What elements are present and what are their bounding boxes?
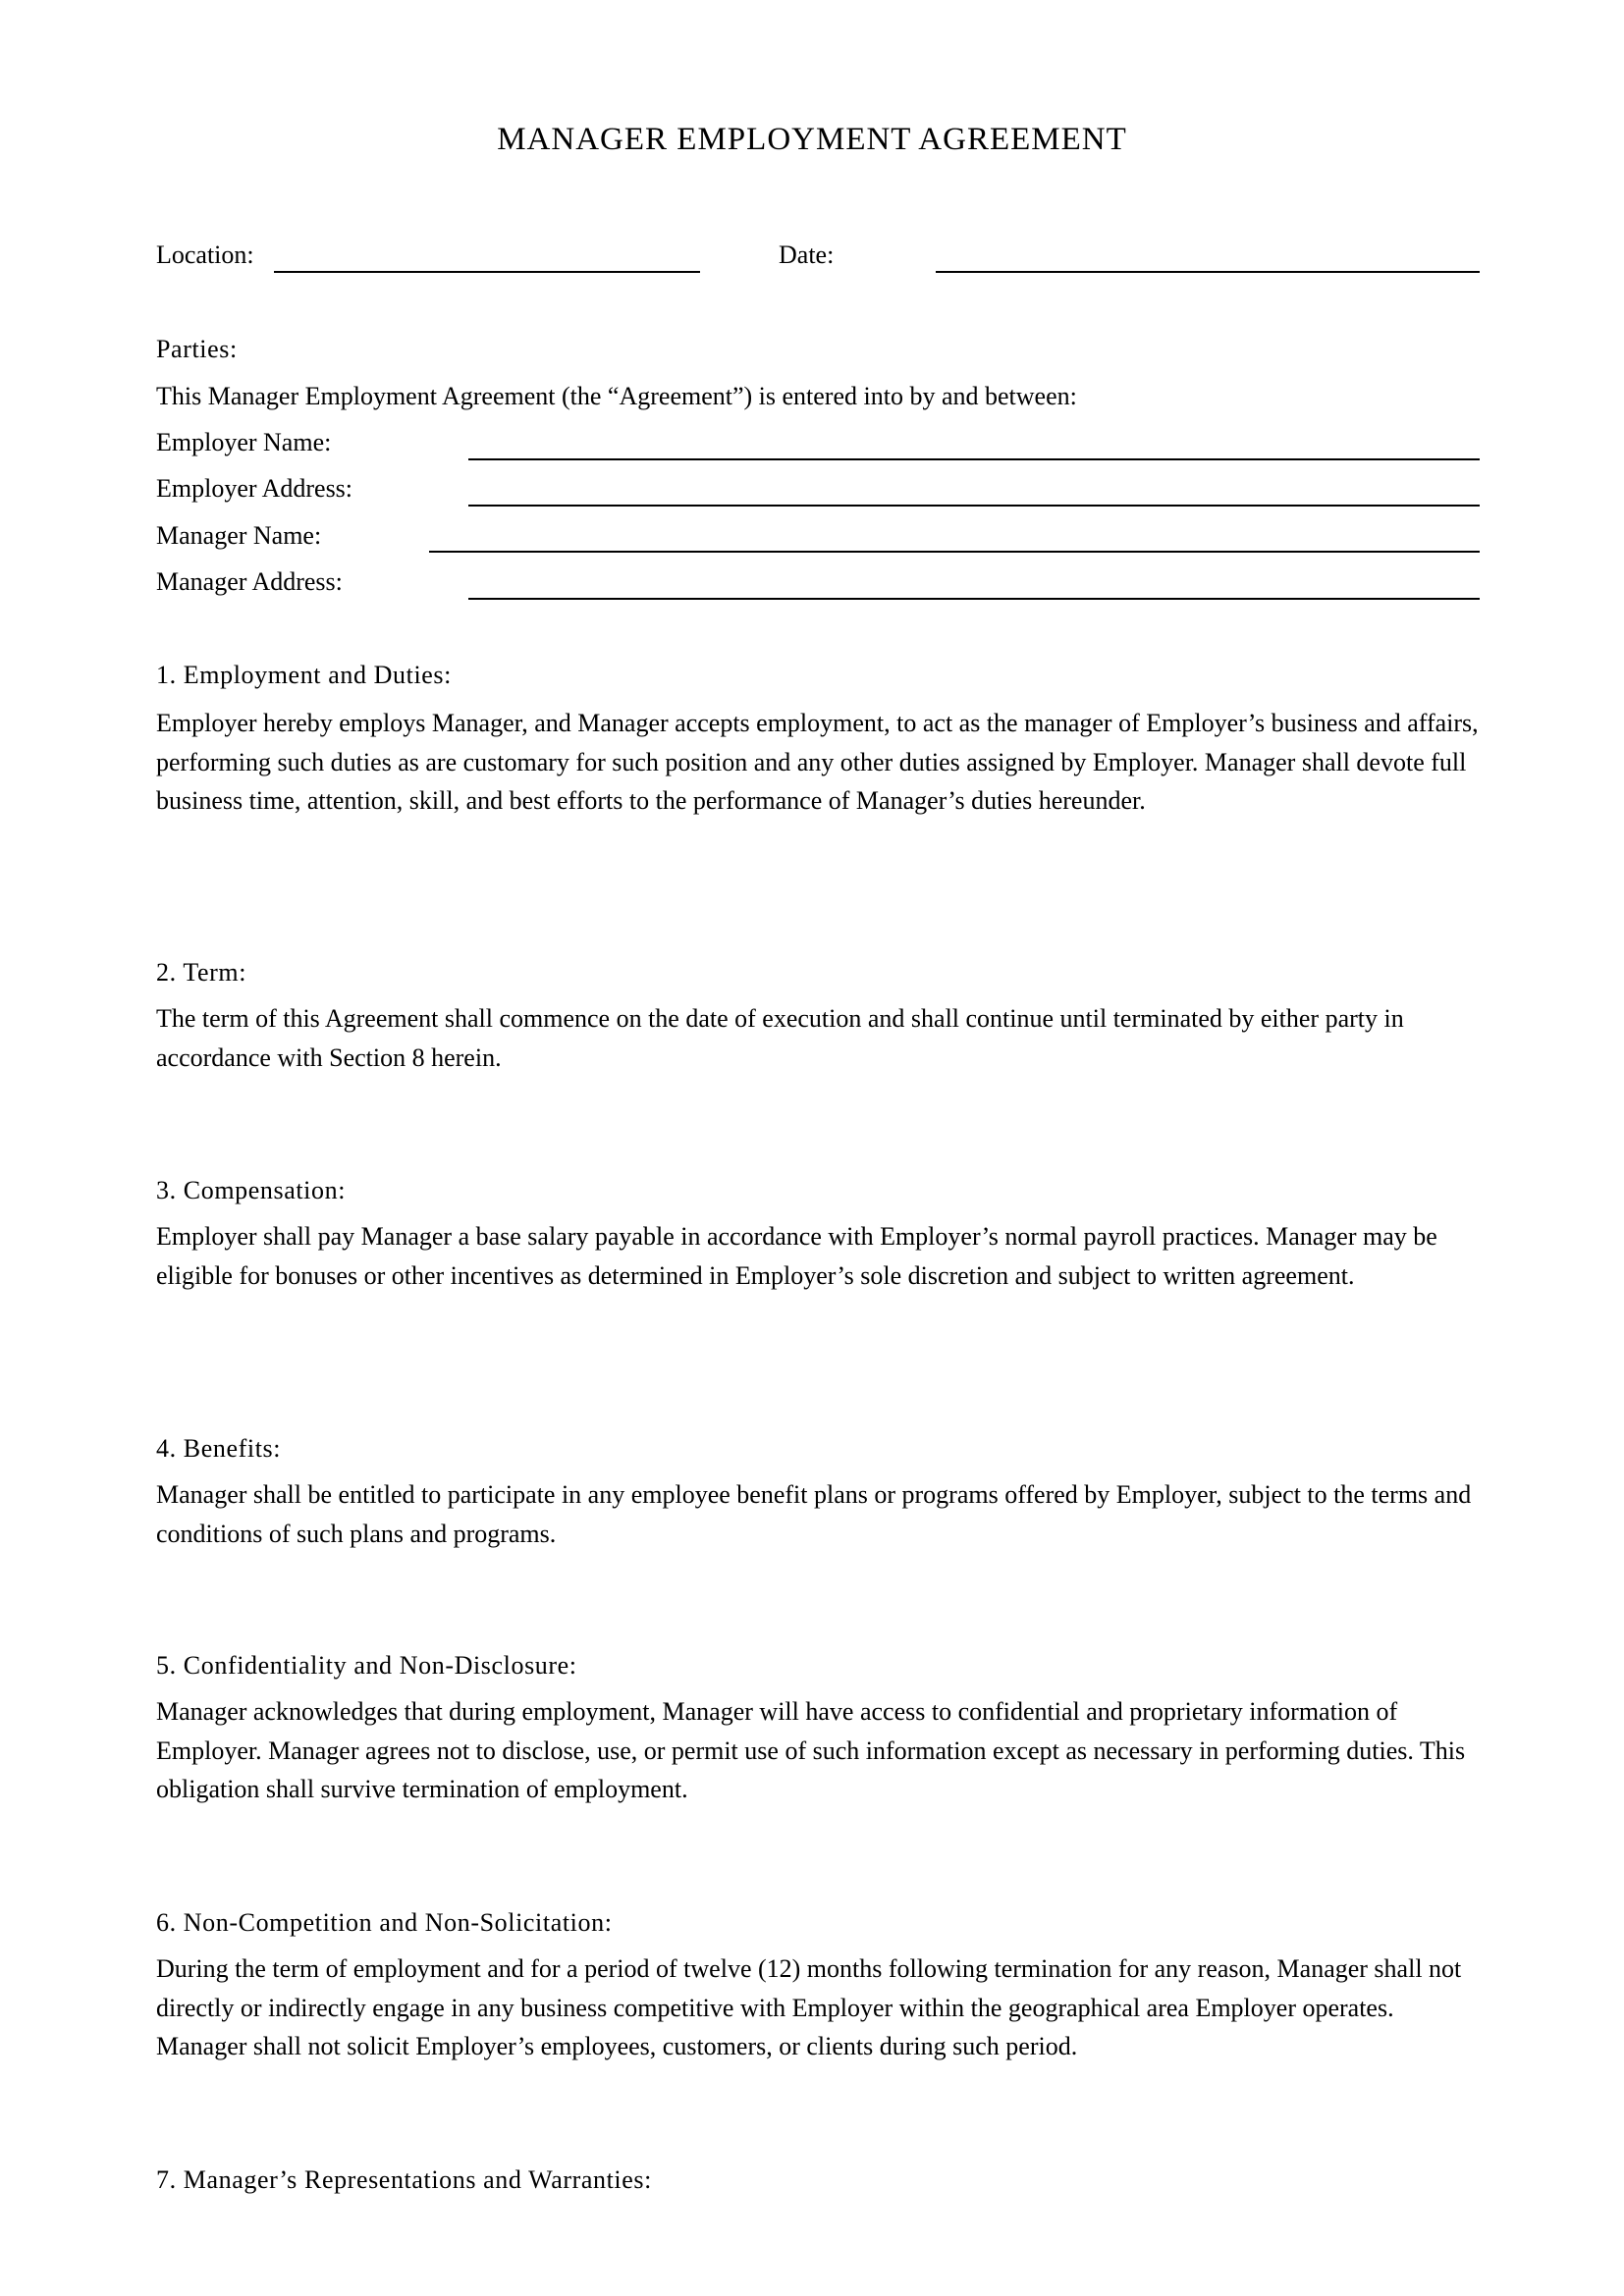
employer-name-field[interactable] [468,458,1480,460]
section-heading: 1. Employment and Duties: [156,661,452,689]
section-heading: 3. Compensation: [156,1176,347,1204]
location-field[interactable] [274,271,700,273]
parties-heading: Parties: [156,335,238,363]
section-body: The term of this Agreement shall commence on the date of execution and shall continue until terminated by either party in accordance with Section 8 herein. [156,1004,1404,1072]
manager-address-label: Manager Address: [156,567,343,596]
section-heading: 4. Benefits: [156,1434,282,1463]
section-heading: 2. Term: [156,958,247,987]
employer-address-label: Employer Address: [156,474,353,503]
section-body: Manager shall be entitled to participate in any employee benefit plans or programs offered by Employer, subject to the terms and conditions of such plans and programs. [156,1480,1472,1548]
section-heading: 7. Manager’s Representations and Warranties: [156,2165,652,2194]
manager-address-field[interactable] [468,598,1480,600]
document-title: MANAGER EMPLOYMENT AGREEMENT [497,122,1127,157]
employer-name-label: Employer Name: [156,428,332,456]
section-body: Manager acknowledges that during employment, Manager will have access to confidential and proprietary information of Employer. Manager agrees not to disclose, use, or permit use of such information except as necessary in performing duties. This obligation shall survive termination of employment. [156,1697,1466,1803]
section-body: Employer shall pay Manager a base salary payable in accordance with Employer’s normal payroll practices. Manager may be eligible for bonuses or other incentives as determined in Employer’s sole discretion and subject to written agreement. [156,1222,1437,1290]
parties-intro: This Manager Employment Agreement (the “Agreement”) is entered into by and between: [156,382,1077,410]
section-body: During the term of employment and for a period of twelve (12) months following termination for any reason, Manager shall not directly or indirectly engage in any business competitive with Employer within the geographical area Employer operates. Manager shall not solicit Employer’s employees, customers, or clients during such period. [156,1954,1462,2060]
location-label: Location: [156,240,254,269]
date-field[interactable] [936,271,1480,273]
section-heading: 6. Non-Competition and Non-Solicitation: [156,1908,613,1937]
section-body: Employer hereby employs Manager, and Manager accepts employment, to act as the manager of Employer’s business and affairs, performing such duties as are customary for such position and any other duties assigned by Employer. Manager shall devote full business time, attention, skill, and best efforts to the performance of Manager’s duties hereunder. [156,709,1479,815]
section-heading: 5. Confidentiality and Non-Disclosure: [156,1651,577,1680]
employer-address-field[interactable] [468,505,1480,507]
manager-name-field[interactable] [429,551,1480,553]
manager-name-label: Manager Name: [156,521,322,550]
date-label: Date: [779,240,835,269]
